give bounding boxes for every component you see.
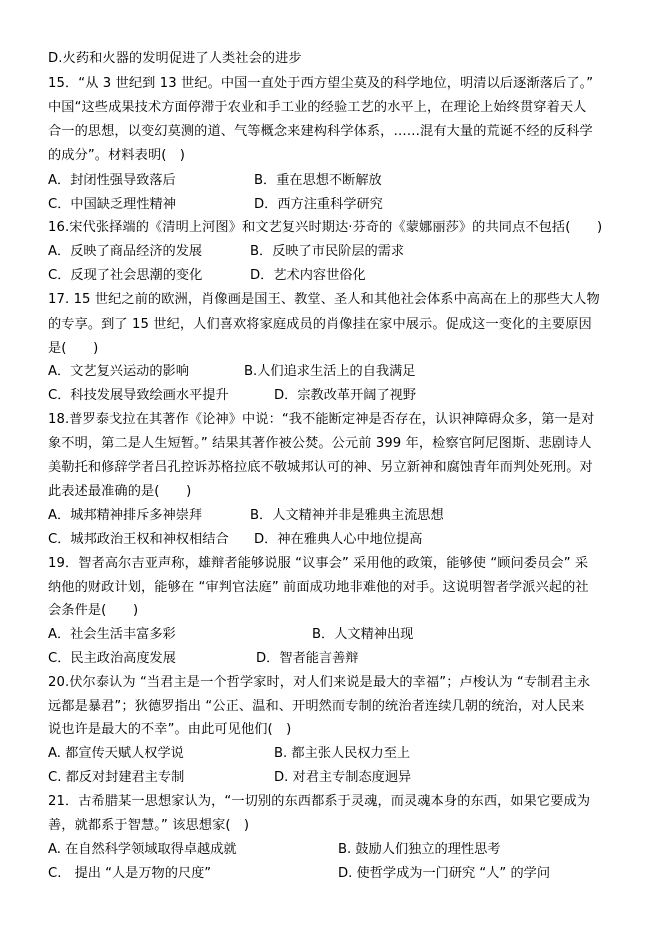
q20-stem-line: 说也许是最大的不幸”。由此可见他们( ) xyxy=(48,722,292,737)
q15-option-d[interactable]: D．西方注重科学研究 xyxy=(254,197,383,212)
q21-stem-line: 善，就都系于智慧。” 该思想家( ) xyxy=(48,818,250,833)
q18-option-b[interactable]: B．人文精神并非是雅典主流思想 xyxy=(250,508,444,523)
q20-option-a[interactable]: A. 都宣传天赋人权学说 xyxy=(48,746,184,761)
q20-stem-line: 20.伏尔泰认为 “当君主是一个哲学家时，对人们来说是最大的幸福”；卢梭认为 “专制君主永 xyxy=(48,675,591,690)
q19-stem-line: 会条件是( ) xyxy=(48,603,139,618)
q19-stem-line: 19．智者高尔吉亚声称，雄辩者能够说服 “议事会” 采用他的政策，能够使 “顾问委员会” 采 xyxy=(48,556,589,571)
q19-option-d[interactable]: D．智者能言善辩 xyxy=(256,651,359,666)
q17-stem-line: 的专享。到了 15 世纪，人们喜欢将家庭成员的肖像挂在家中展示。促成这一变化的主要原因 xyxy=(48,317,592,332)
q16-option-a[interactable]: A．反映了商品经济的发展 xyxy=(48,244,203,259)
q20-stem-line: 远都是暴君”；狄德罗指出 “公正、温和、开明然而专制的统治者连续几朝的统治，对人民来 xyxy=(48,699,585,714)
q17-option-b[interactable]: B.人们追求生活上的自我满足 xyxy=(244,364,416,379)
q21-option-a[interactable]: A. 在自然科学领域取得卓越成就 xyxy=(48,842,237,857)
q20-option-b[interactable]: B. 都主张人民权力至上 xyxy=(274,746,411,761)
q18-option-a[interactable]: A．城邦精神排斥多神崇拜 xyxy=(48,508,203,523)
q15-stem-line: 合一的思想，以变幻莫测的道、气等概念来建构科学体系，……混有大量的荒诞不经的反科学 xyxy=(48,124,593,139)
q15-stem-line: 中国“这些成果技术方面停滞于农业和手工业的经验工艺的水平上，在理论上始终贯穿着天人 xyxy=(48,100,587,115)
q15-option-c[interactable]: C．中国缺乏理性精神 xyxy=(48,197,176,212)
q17-option-d[interactable]: D．宗教改革开阔了视野 xyxy=(274,388,417,403)
q16-option-b[interactable]: B．反映了市民阶层的需求 xyxy=(250,244,405,259)
q15-stem-line: 的成分”。材料表明( ) xyxy=(48,148,186,163)
q14-option-d: D.火药和火器的发明促进了人类社会的进步 xyxy=(48,51,302,66)
q18-option-d[interactable]: D．神在雅典人心中地位提高 xyxy=(254,532,423,547)
q16-option-d[interactable]: D．艺术内容世俗化 xyxy=(250,268,366,283)
q19-option-a[interactable]: A．社会生活丰富多彩 xyxy=(48,627,176,642)
q21-option-d[interactable]: D. 使哲学成为一门研究 “人” 的学问 xyxy=(338,866,551,881)
q20-option-c[interactable]: C. 都反对封建君主专制 xyxy=(48,770,185,785)
q17-option-c[interactable]: C．科技发展导致绘画水平提升 xyxy=(48,388,229,403)
q16-option-c[interactable]: C．反现了社会思潮的变化 xyxy=(48,268,203,283)
q18-option-c[interactable]: C．城邦政治王权和神权相结合 xyxy=(48,532,229,547)
q19-option-b[interactable]: B．人文精神出现 xyxy=(312,627,414,642)
q21-option-b[interactable]: B. 鼓励人们独立的理性思考 xyxy=(338,842,501,857)
q19-option-c[interactable]: C．民主政治高度发展 xyxy=(48,651,176,666)
q21-stem-line: 21．古希腊某一思想家认为，“一切别的东西都系于灵魂，而灵魂本身的东西，如果它要成为 xyxy=(48,794,591,809)
q17-stem-line: 是( ) xyxy=(48,341,99,356)
q18-stem-line: 此表述最准确的是( ) xyxy=(48,484,192,499)
q20-option-d[interactable]: D. 对君主专制态度迥异 xyxy=(274,770,412,785)
q19-stem-line: 纳他的财政计划，能够在 “审判官法庭” 前面成功地非难他的对手。这说明智者学派兴起的社 xyxy=(48,580,589,595)
q15-option-a[interactable]: A．封闭性强导致落后 xyxy=(48,173,176,188)
q15-stem-line: 15．“从 3 世纪到 13 世纪。中国一直处于西方望尘莫及的科学地位，明清以后逐渐落后了。” xyxy=(48,76,594,91)
q18-stem-line: 18.普罗泰戈拉在其著作《论神》中说：“我不能断定神是否存在，认识神障碍众多，第一是对 xyxy=(48,412,595,427)
q18-stem-line: 美勒托和修辞学者吕孔控诉苏格拉底不敬城邦认可的神、另立新神和腐蚀青年而判处死刑。对 xyxy=(48,460,593,475)
q15-option-b[interactable]: B．重在思想不断解放 xyxy=(254,173,382,188)
q17-option-a[interactable]: A．文艺复兴运动的影响 xyxy=(48,364,189,379)
q17-stem-line: 17. 15 世纪之前的欧洲，肖像画是国王、教堂、圣人和其他社会体系中高高在上的那些大人物 xyxy=(48,292,600,307)
q16-stem-line: 16.宋代张择端的《清明上河图》和文艺复兴时期达·芬奇的《蒙娜丽莎》的共同点不包括( ) xyxy=(48,220,603,235)
q21-option-c[interactable]: C. 提出 “人是万物的尺度” xyxy=(48,866,212,881)
q18-stem-line: 象不明，第二是人生短暂。” 结果其著作被公焚。公元前 399 年，检察官阿尼图斯、悲剧诗人 xyxy=(48,436,592,451)
